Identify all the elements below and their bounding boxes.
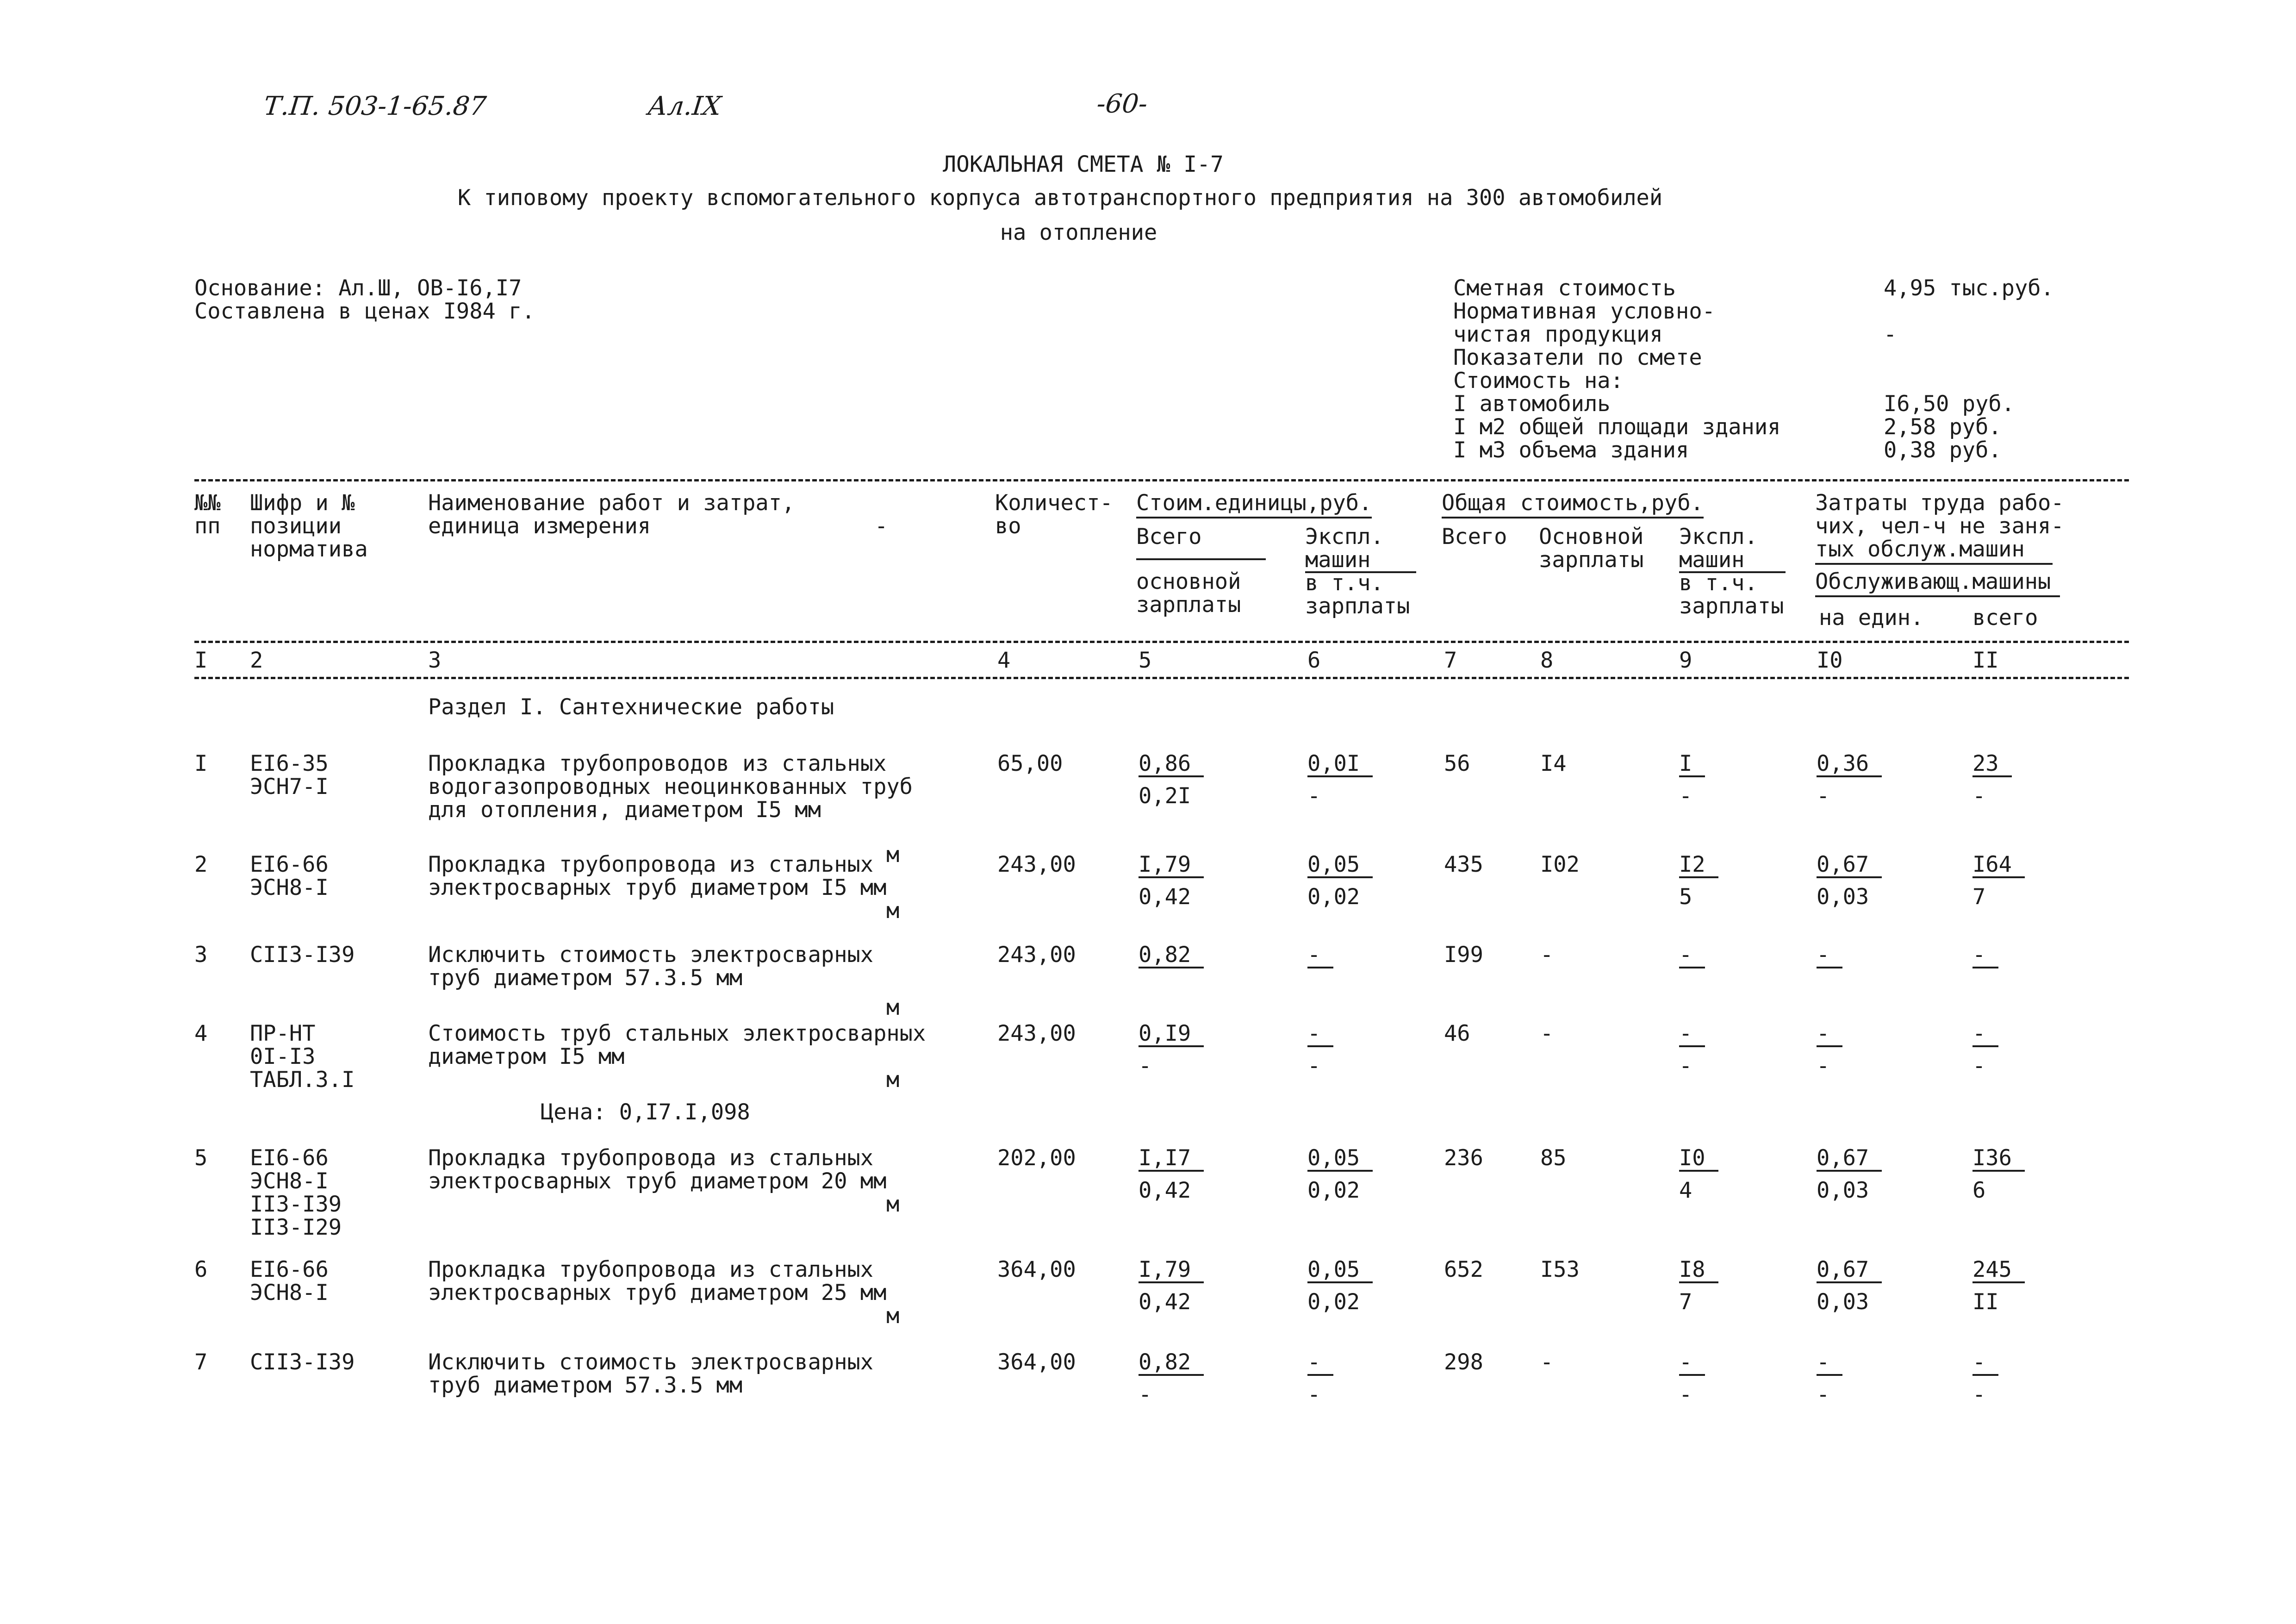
row-number: 5: [194, 1145, 208, 1171]
col-header-total: Всего: [1442, 524, 1507, 550]
album-number: Ал.IX: [646, 91, 723, 121]
row-unit-machines-bottom: 0,02: [1307, 884, 1360, 910]
row-total: 435: [1444, 852, 1483, 877]
row-unit-machines-top: 0,05: [1307, 1258, 1373, 1283]
row-labor-unit-top: 0,36: [1817, 752, 1882, 777]
row-unit-machines-bottom: -: [1307, 783, 1321, 809]
row-total-machines: [1679, 853, 1718, 909]
row-unit-total-bottom: 0,2I: [1139, 783, 1191, 809]
row-total-wage: -: [1540, 1349, 1554, 1375]
row-total-machines-top: I2: [1679, 853, 1718, 878]
row-name: Прокладка трубопроводов из стальных водогазопроводных неоцинкованных труб для отопления, диаметром I5 мм: [428, 751, 913, 823]
section-title: Раздел I. Сантехнические работы: [428, 694, 834, 720]
row-total-machines: [1679, 1022, 1705, 1078]
row-unit-total-bottom: -: [1139, 1053, 1152, 1079]
indicators-label: Показатели по смете: [1453, 345, 1702, 370]
row-unit: м: [886, 898, 900, 924]
row-total-wage: -: [1540, 1021, 1554, 1046]
row-code: ЕI6-66 ЭСН8-I: [250, 852, 329, 900]
row-total-machines-top: I: [1679, 752, 1705, 777]
col-header-quantity: Количест- во: [995, 490, 1113, 539]
col-number-6: 6: [1307, 648, 1321, 673]
document-subtitle-2: на отопление: [1000, 220, 1157, 245]
row-unit-machines-top: -: [1307, 943, 1333, 968]
row-total: 46: [1444, 1021, 1470, 1046]
col-number-9: 9: [1679, 648, 1692, 673]
col-number-8: 8: [1540, 648, 1554, 673]
row-quantity: 243,00: [997, 942, 1076, 968]
row-labor-all-top: I36: [1972, 1147, 2025, 1172]
row-unit-total-bottom: 0,42: [1139, 1178, 1191, 1203]
row-labor-unit-bottom: -: [1817, 1053, 1830, 1079]
col-header-name: Наименование работ и затрат, единица измерения: [428, 490, 795, 539]
row-labor-unit: [1817, 943, 1842, 976]
row-name: Стоимость труб стальных электросварных диаметром I5 мм: [428, 1021, 926, 1069]
col-header-labor-service: Обслуживающ.машины: [1815, 570, 2060, 593]
row-labor-unit-bottom: 0,03: [1817, 884, 1869, 910]
row-unit-machines-top: 0,05: [1307, 1147, 1373, 1172]
row-total-machines: [1679, 1258, 1718, 1314]
normative-label-1: Нормативная условно-: [1453, 299, 1715, 324]
row-name: Исключить стоимость электросварных труб диаметром 57.3.5 мм: [428, 1349, 874, 1398]
row-unit: м: [886, 842, 900, 868]
price-note: Цена: 0,I7.I,098: [541, 1099, 750, 1125]
row-labor-unit-top: -: [1817, 1022, 1842, 1047]
row-unit: м: [886, 1067, 900, 1093]
row-name: Прокладка трубопровода из стальных электросварных труб диаметром 20 мм: [428, 1145, 887, 1194]
per-car-value: I6,50 руб.: [1884, 391, 2015, 417]
row-quantity: 364,00: [997, 1349, 1076, 1375]
col-header-name-dash: -: [875, 513, 888, 539]
row-labor-all-top: -: [1972, 943, 1998, 968]
header-mid-rule: [194, 641, 2129, 643]
row-unit-total-top: I,79: [1139, 1258, 1204, 1283]
normative-label-2: чистая продукция: [1453, 322, 1663, 347]
col-number-3: 3: [428, 648, 442, 673]
col-header-unit-wage: основной зарплаты: [1136, 569, 1241, 618]
row-labor-unit-top: -: [1817, 943, 1842, 968]
row-labor-unit: [1817, 1258, 1882, 1314]
cost-per-label: Стоимость на:: [1453, 368, 1624, 394]
row-labor-all-top: 23: [1972, 752, 2012, 777]
row-number: 6: [194, 1257, 208, 1282]
per-m3-label: I м3 объема здания: [1453, 437, 1689, 463]
row-labor-unit-top: 0,67: [1817, 1258, 1882, 1283]
row-labor-unit-top: 0,67: [1817, 1147, 1882, 1172]
row-labor-unit: [1817, 1022, 1842, 1078]
row-total-wage: I02: [1540, 852, 1580, 877]
row-labor-unit: [1817, 752, 1882, 808]
row-unit-machines-bottom: 0,02: [1307, 1289, 1360, 1315]
row-labor-unit-bottom: -: [1817, 1382, 1830, 1407]
row-labor-unit: [1817, 1351, 1842, 1406]
row-total-machines-bottom: 4: [1679, 1178, 1692, 1203]
row-labor-unit-bottom: 0,03: [1817, 1289, 1869, 1315]
row-labor-all: [1972, 853, 2025, 909]
col-number-rule: [194, 677, 2129, 679]
row-quantity: 202,00: [997, 1145, 1076, 1171]
row-total-machines-top: -: [1679, 943, 1705, 968]
row-total-wage: -: [1540, 942, 1554, 968]
row-labor-unit-bottom: 0,03: [1817, 1178, 1869, 1203]
row-labor-all: [1972, 1022, 1998, 1078]
row-total-machines-top: I0: [1679, 1147, 1718, 1172]
row-total-machines-top: I8: [1679, 1258, 1718, 1283]
row-number: 2: [194, 852, 208, 877]
project-code: Т.П. 503-1-65.87: [262, 91, 488, 121]
row-labor-unit-top: -: [1817, 1351, 1842, 1376]
row-unit-machines: [1307, 1022, 1333, 1078]
row-total: 56: [1444, 751, 1470, 776]
row-unit-total: [1139, 1351, 1204, 1406]
row-unit-total-bottom: 0,42: [1139, 1289, 1191, 1315]
row-unit-machines-top: 0,0I: [1307, 752, 1373, 777]
row-labor-unit: [1817, 1147, 1882, 1202]
row-labor-all-bottom: II: [1972, 1289, 1999, 1315]
row-total-machines: [1679, 943, 1705, 976]
row-labor-unit-top: 0,67: [1817, 853, 1882, 878]
row-labor-unit: [1817, 853, 1882, 909]
row-unit-machines-top: -: [1307, 1351, 1333, 1376]
row-labor-all-bottom: -: [1972, 1053, 1986, 1079]
row-unit-total-top: 0,82: [1139, 1351, 1204, 1376]
row-labor-all: [1972, 1351, 1998, 1406]
basis-line-2: Составлена в ценах I984 г.: [194, 299, 535, 324]
row-labor-all-bottom: 7: [1972, 884, 1986, 910]
col-header-unit-machines: Экспл. машин: [1305, 524, 1384, 573]
row-quantity: 243,00: [997, 852, 1076, 877]
basis-line-1: Основание: Ал.Ш, ОВ-I6,I7: [194, 275, 522, 301]
row-total-machines-bottom: -: [1679, 783, 1692, 809]
row-total-wage: I53: [1540, 1257, 1580, 1282]
row-unit-machines: [1307, 1258, 1373, 1314]
col-number-5: 5: [1139, 648, 1152, 673]
row-unit-machines: [1307, 853, 1373, 909]
row-unit-total-bottom: 0,42: [1139, 884, 1191, 910]
row-total-machines: [1679, 1351, 1705, 1406]
col-number-1: I: [194, 648, 208, 673]
row-quantity: 65,00: [997, 751, 1063, 776]
col-group-total-cost: Общая стоимость,руб.: [1442, 492, 1704, 515]
normative-value: -: [1884, 322, 1897, 347]
per-m2-label: I м2 общей площади здания: [1453, 414, 1781, 440]
per-car-label: I автомобиль: [1453, 391, 1611, 417]
row-total: 298: [1444, 1349, 1483, 1375]
col-header-code: Шифр и № позиции норматива: [250, 490, 368, 562]
row-labor-all: [1972, 1258, 2025, 1314]
row-unit-total: [1139, 1022, 1204, 1078]
row-quantity: 364,00: [997, 1257, 1076, 1282]
row-number: I: [194, 751, 208, 776]
row-code: ЕI6-66 ЭСН8-I: [250, 1257, 329, 1305]
row-name: Исключить стоимость электросварных труб диаметром 57.3.5 мм: [428, 942, 874, 991]
row-quantity: 243,00: [997, 1021, 1076, 1046]
col-number-7: 7: [1444, 648, 1457, 673]
row-labor-all: [1972, 1147, 2025, 1202]
col-header-unit-total: Всего: [1136, 524, 1202, 550]
document-subtitle: К типовому проекту вспомогательного корпуса автотранспортного предприятия на 300 автомобилей: [457, 185, 1663, 211]
row-unit-total: [1139, 853, 1204, 909]
row-labor-all-top: I64: [1972, 853, 2025, 878]
col-header-unit-rule: [1136, 558, 1266, 560]
row-unit-machines-bottom: 0,02: [1307, 1178, 1360, 1203]
row-number: 4: [194, 1021, 208, 1046]
row-unit-total: [1139, 943, 1204, 976]
col-group-unit-cost: Стоим.единицы,руб.: [1136, 492, 1372, 515]
row-unit-machines: [1307, 752, 1373, 808]
row-unit: м: [886, 1192, 900, 1217]
row-unit-total-top: 0,82: [1139, 943, 1204, 968]
row-total-machines: [1679, 752, 1705, 808]
row-total-wage: I4: [1540, 751, 1567, 776]
estimate-cost-label: Сметная стоимость: [1453, 275, 1676, 301]
row-total-machines-bottom: 5: [1679, 884, 1692, 910]
per-m2-value: 2,58 руб.: [1884, 414, 2002, 440]
row-labor-all-bottom: -: [1972, 1382, 1986, 1407]
row-unit-machines-bottom: -: [1307, 1053, 1321, 1079]
col-header-total-wage: Основной зарплаты: [1539, 524, 1644, 573]
row-total-machines-bottom: 7: [1679, 1289, 1692, 1315]
row-total-machines-bottom: -: [1679, 1053, 1692, 1079]
row-total: 652: [1444, 1257, 1483, 1282]
row-labor-all-bottom: 6: [1972, 1178, 1986, 1203]
col-header-labor-unemployed: тых обслуж.машин: [1815, 538, 2053, 561]
col-header-labor: Затраты труда рабо- чих, чел-ч не заня-: [1815, 490, 2064, 539]
row-unit: м: [886, 1303, 900, 1329]
row-name: Прокладка трубопровода из стальных электросварных труб диаметром I5 мм: [428, 852, 887, 900]
row-name: Прокладка трубопровода из стальных электросварных труб диаметром 25 мм: [428, 1257, 887, 1305]
row-total: 236: [1444, 1145, 1483, 1171]
row-code: ЕI6-35 ЭСН7-I: [250, 751, 329, 800]
col-header-total-machines: Экспл. машин: [1679, 524, 1758, 573]
page-number: -60-: [1095, 89, 1149, 119]
row-code: СII3-I39: [250, 1349, 355, 1375]
row-labor-all-top: -: [1972, 1022, 1998, 1047]
col-number-4: 4: [997, 648, 1011, 673]
row-total-wage: 85: [1540, 1145, 1567, 1171]
document-title: ЛОКАЛЬНАЯ СМЕТА № I-7: [943, 151, 1224, 177]
col-header-number: №№ пп: [194, 490, 221, 539]
row-code: ЕI6-66 ЭСН8-I II3-I39 II3-I29: [250, 1145, 342, 1240]
row-unit-total: [1139, 1258, 1204, 1314]
row-labor-all: [1972, 943, 1998, 976]
per-m3-value: 0,38 руб.: [1884, 437, 2002, 463]
col-header-all: всего: [1972, 605, 2038, 631]
row-total-machines-bottom: -: [1679, 1382, 1692, 1407]
col-header-per-unit: на един.: [1819, 605, 1924, 631]
row-unit-total-top: 0,I9: [1139, 1022, 1204, 1047]
row-total-machines-top: -: [1679, 1351, 1705, 1376]
row-unit-total: [1139, 752, 1204, 808]
row-unit-total-top: I,I7: [1139, 1147, 1204, 1172]
header-top-rule: [194, 479, 2129, 481]
row-unit-total-bottom: -: [1139, 1382, 1152, 1407]
row-unit-machines: [1307, 1147, 1373, 1202]
row-unit-machines-top: 0,05: [1307, 853, 1373, 878]
row-unit-machines: [1307, 943, 1333, 976]
row-code: СII3-I39: [250, 942, 355, 968]
row-unit-total-top: 0,86: [1139, 752, 1204, 777]
row-unit-total: [1139, 1147, 1204, 1202]
row-number: 7: [194, 1349, 208, 1375]
estimate-cost-value: 4,95 тыс.руб.: [1884, 275, 2054, 301]
row-code: ПР-НТ 0I-I3 ТАБЛ.3.I: [250, 1021, 355, 1093]
row-labor-unit-bottom: -: [1817, 783, 1830, 809]
row-unit-machines-top: -: [1307, 1022, 1333, 1047]
row-unit-machines: [1307, 1351, 1333, 1406]
col-header-total-machines-wage: в т.ч. зарплаты: [1679, 570, 1784, 619]
row-unit-machines-bottom: -: [1307, 1382, 1321, 1407]
col-number-2: 2: [250, 648, 263, 673]
row-labor-all: [1972, 752, 2012, 808]
row-labor-all-top: -: [1972, 1351, 1998, 1376]
row-unit: м: [886, 995, 900, 1020]
row-total: I99: [1444, 942, 1483, 968]
col-number-11: II: [1972, 648, 1999, 673]
row-total-machines: [1679, 1147, 1718, 1202]
row-labor-all-top: 245: [1972, 1258, 2025, 1283]
row-labor-all-bottom: -: [1972, 783, 1986, 809]
row-total-machines-top: -: [1679, 1022, 1705, 1047]
col-header-unit-machines-wage: в т.ч. зарплаты: [1305, 570, 1410, 619]
row-number: 3: [194, 942, 208, 968]
col-number-10: I0: [1817, 648, 1843, 673]
row-unit-total-top: I,79: [1139, 853, 1204, 878]
